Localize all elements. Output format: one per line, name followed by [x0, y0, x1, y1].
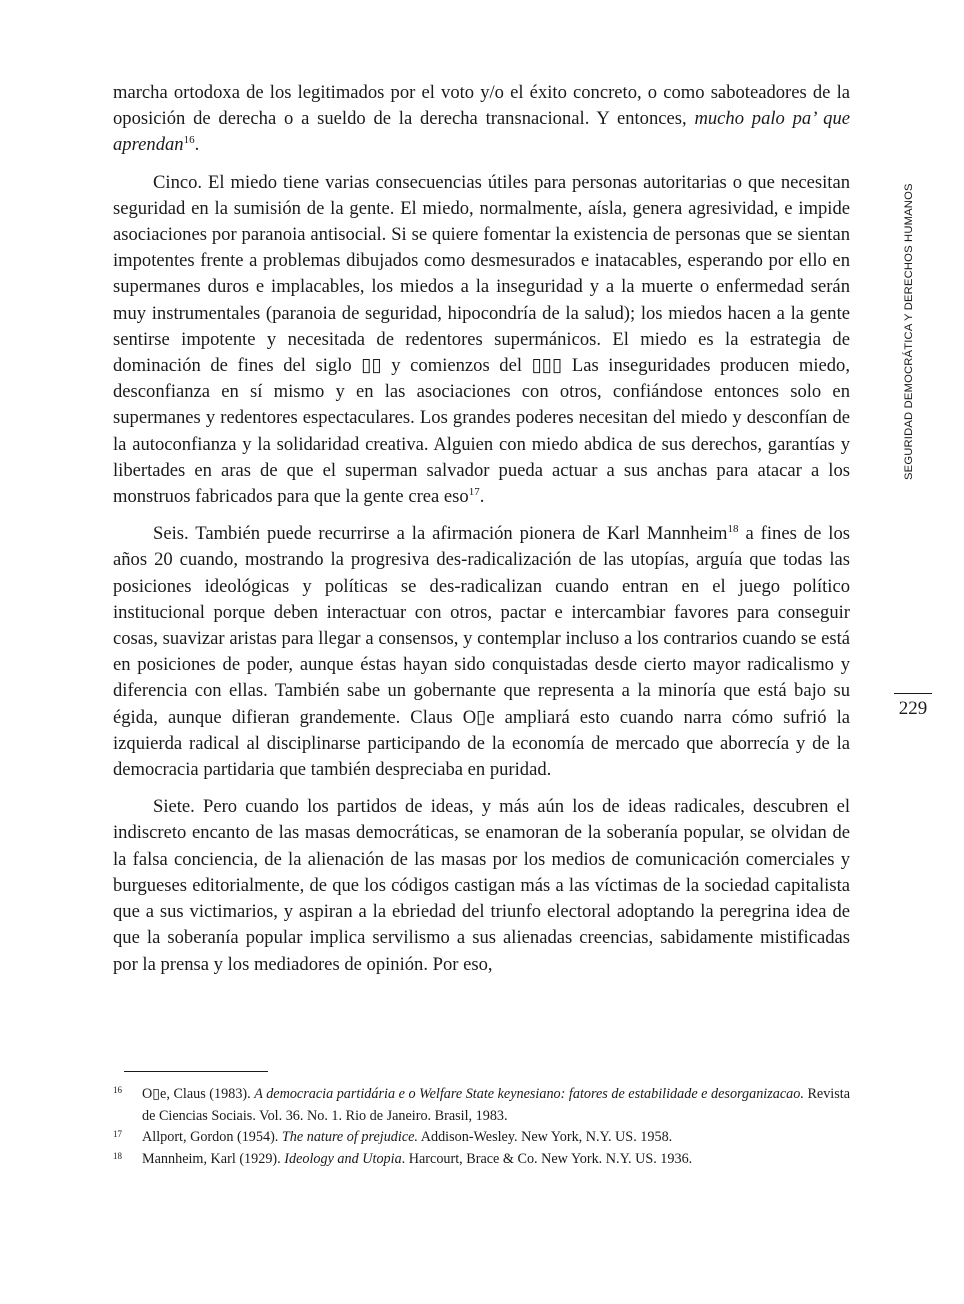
footnotes — [113, 1080, 850, 1170]
footnote-divider — [124, 1071, 268, 1072]
footnote-publisher: Revista de Ciencias Sociais. Vol. 36. No. 1. Rio de Janeiro. Brasil, 1983. — [142, 1086, 851, 1124]
footnote-number: 17 — [113, 1129, 122, 1139]
paragraph-text: Cinco. El miedo tiene varias consecuencias útiles para personas autoritarias o que necesitan seguridad en la sumisión de la gente. El miedo, normalmente, aísla, genera agresividad, e impide asociaciones por paranoia antisocial. Si se quiere fomentar la existencia de personas que se sientan impotentes frente a problemas dibujados como desmesurados e inatacables, esperando por ello en supermanes duros e implacables, los miedos a la inseguridad y a la muerte o enfermedad serán muy instrumentales (paranoia de seguridad, hipocondría de la salud); los miedos hacen a la gente sentirse impotente y necesitada de redentores supermánicos. El miedo es la estrategia de dominación de fines del siglo ▯▯ y comienzos del ▯▯▯ Las inseguridades producen miedo, desconfianza en sí mismo y en las asociaciones con otros, confiándose entonces solo en supermanes y redentores espectaculares. Los grandes poderes necesitan del miedo y desconfían de la autoconfianza y la solidaridad creativa. Alguien con miedo abdica de sus derechos, garantías y libertades en aras de que el superman salvador pueda actuar a sus anchas para atacar a los monstruos fabricados para que la gente crea eso — [113, 171, 850, 508]
emphasis-text: mucho palo pa’ que aprendan — [113, 108, 850, 156]
footnote-author: Mannheim, Karl (1929). — [142, 1150, 285, 1167]
footnote-ref-18[interactable]: 18 — [727, 523, 739, 536]
footnote-ref-16[interactable]: 16 — [183, 134, 195, 147]
paragraph-cinco — [113, 170, 850, 511]
footnote-17 — [113, 1127, 850, 1149]
paragraph-siete — [113, 794, 850, 977]
footnote-publisher: Addison-Wesley. New York, N.Y. US. 1958. — [417, 1129, 673, 1145]
footnote-title: Ideology and Utopia — [284, 1150, 402, 1167]
footnote-ref-17[interactable]: 17 — [468, 485, 480, 498]
footnote-number: 16 — [113, 1085, 122, 1095]
page-number: 229 — [894, 693, 932, 720]
paragraph-tail: . — [194, 134, 200, 156]
paragraph-continuation — [113, 80, 850, 159]
footnote-number: 18 — [113, 1150, 122, 1161]
running-header: SEGURIDAD DEMOCRÁTICA Y DERECHOS HUMANOS — [903, 183, 915, 480]
footnote-author: O▯e, Claus (1983). — [142, 1086, 255, 1102]
footnote-title: The nature of prejudice. — [281, 1129, 418, 1145]
footnote-title: A democracia partidária e o Welfare State keynesiano: fatores de estabilidade e desorganizacao. — [254, 1086, 804, 1102]
paragraph-tail: . — [479, 486, 485, 508]
footnote-18 — [113, 1149, 850, 1171]
paragraph-seis — [113, 521, 850, 783]
footnote-publisher: . Harcourt, Brace & Co. New York. N.Y. US. 1936. — [401, 1150, 693, 1167]
body-text — [113, 80, 850, 978]
paragraph-text: Seis. También puede recurrirse a la afirmación pionera de Karl Mannheim — [153, 523, 728, 545]
footnote-author: Allport, Gordon (1954). — [142, 1129, 282, 1145]
paragraph-text: marcha ortodoxa de los legitimados por el voto y/o el éxito concreto, o como saboteadores de la oposición de derecha o a sueldo de la derecha transnacional. Y entonces, — [113, 82, 850, 130]
footnote-16 — [113, 1080, 850, 1127]
paragraph-tail: a fines de los años 20 cuando, mostrando la progresiva des-radicalización de las utopías, arguía que todas las posiciones ideológicas y políticas se des-radicalizan cuando entran en el juego político institucional porque deben interactuar con otros, pactar e intercambiar favores para conseguir cosas, suavizar aristas para llegar a consensos, y contemplar incluso a los contrarios cuando se está en posiciones de poder, aunque éstas hayan sido conquistadas desde cierto mayor radicalismo y diferencia con ellas. También sabe un gobernante que representa a la minoría que está bajo su égida, aunque difieran grandemente. Claus O▯e ampliará esto cuando narra cómo sufrió la izquierda radical al disciplinarse participando de la economía de mercado que aborrecía y de la democracia partidaria que también despreciaba en puridad. — [113, 523, 850, 781]
paragraph-text: Siete. Pero cuando los partidos de ideas, y más aún los de ideas radicales, descubren el indiscreto encanto de las masas democráticas, se enamoran de la soberanía popular, se olvidan de la falsa conciencia, de la alienación de las masas por los medios de comunicación comerciales y burgueses editorialmente, de que los códigos castigan más a las víctimas de la sociedad capitalista que a sus victimarios, y aspiran a la ebriedad del triunfo electoral adoptando la peregrina idea de que la soberanía popular implica servilismo a sus alienadas creencias, sabidamente mistificadas por la prensa y los mediadores de opinión. Por eso, — [113, 796, 850, 975]
